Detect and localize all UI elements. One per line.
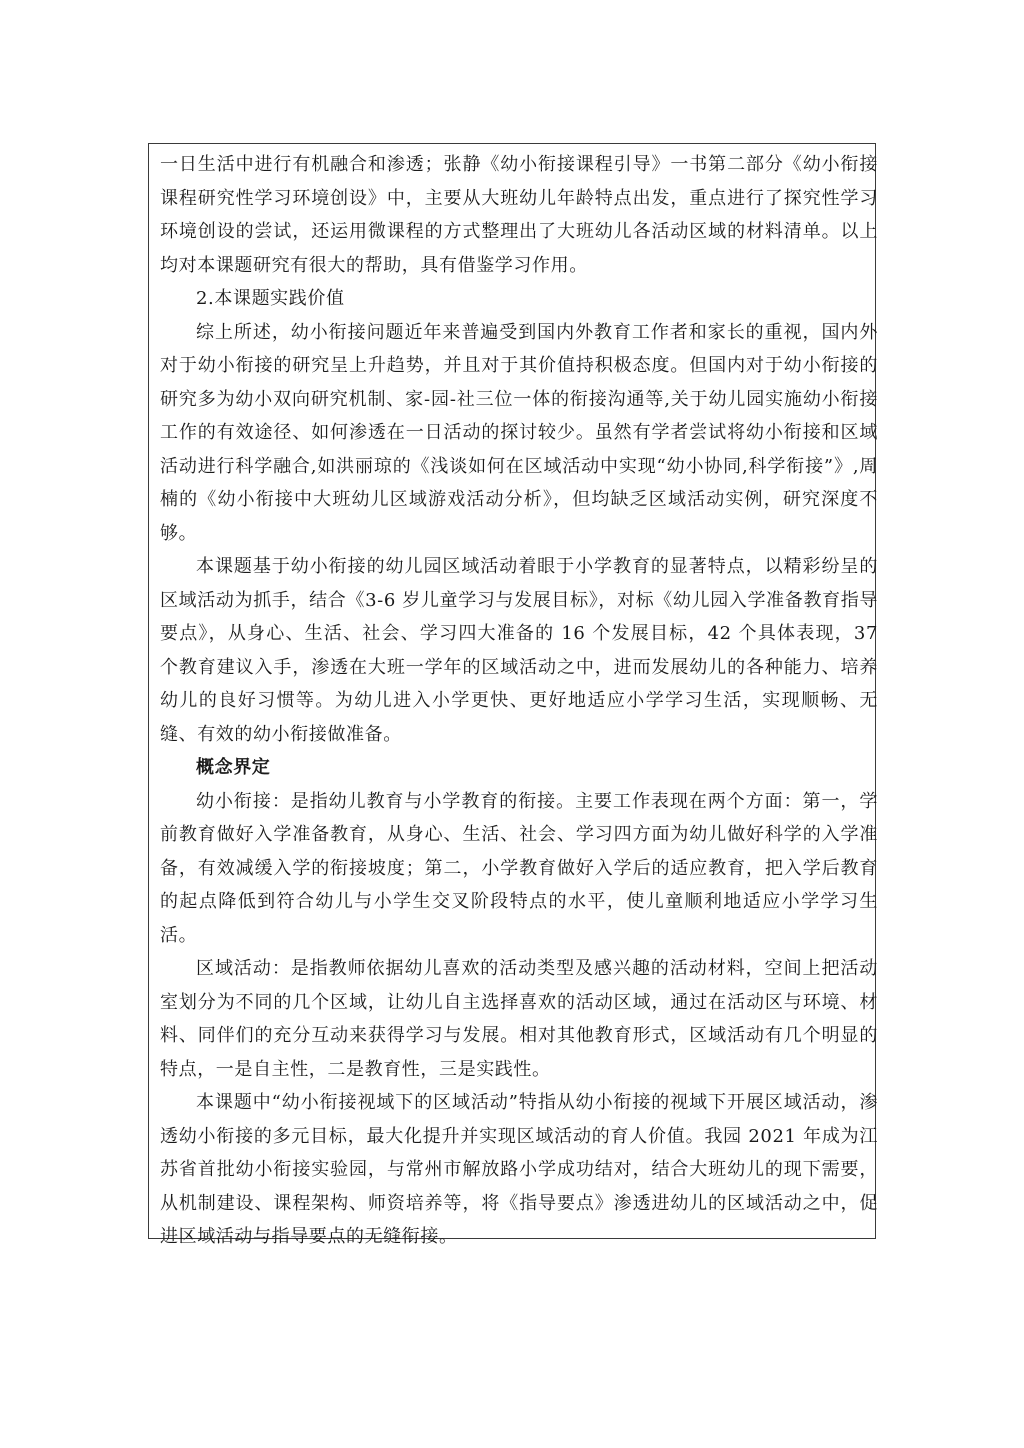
subheading-practical-value: 2.本课题实践价值	[196, 288, 345, 309]
paragraph-definition-transition: 幼小衔接：是指幼儿教育与小学教育的衔接。主要工作表现在两个方面：第一，学前教育做好入学准备教育，从身心、生活、社会、学习四方面为幼儿做好科学的入学准备，有效减缓入学的衔接坡度；第二，小学教育做好入学后的适应教育，把入学后教育的起点降低到符合幼儿与小学生交叉阶段特点的水平，使儿童顺利地适应小学学习生活。	[160, 790, 878, 946]
paragraph-continuation: 一日生活中进行有机融合和渗透；张静《幼小衔接课程引导》一书第二部分《幼小衔接课程研究性学习环境创设》中，主要从大班幼儿年龄特点出发，重点进行了探究性学习环境创设的尝试，还运用微课程的方式整理出了大班幼儿各活动区域的材料清单。以上均对本课题研究有很大的帮助，具有借鉴学习作用。	[160, 154, 878, 276]
paragraph-definition-topic: 本课题中“幼小衔接视域下的区域活动”特指从幼小衔接的视域下开展区域活动，渗透幼小衔接的多元目标，最大化提升并实现区域活动的育人价值。我园 2021 年成为江苏省首批幼小衔接实验园，与常州市解放路小学成功结对，结合大班幼儿的现下需要，从机制建设、课程架构、师资培养等，将《指导要点》渗透进幼儿的区域活动之中，促进区域活动与指导要点的无缝衔接。	[160, 1092, 878, 1247]
document-body	[160, 148, 878, 1254]
paragraph-summary: 综上所述，幼小衔接问题近年来普遍受到国内外教育工作者和家长的重视，国内外对于幼小衔接的研究呈上升趋势，并且对于其价值持积极态度。但国内对于幼小衔接的研究多为幼小双向研究机制、家-园-社三位一体的衔接沟通等,关于幼儿园实施幼小衔接工作的有效途径、如何渗透在一日活动的探讨较少。虽然有学者尝试将幼小衔接和区域活动进行科学融合,如洪丽琼的《浅谈如何在区域活动中实现“幼小协同,科学衔接”》,周楠的《幼小衔接中大班幼儿区域游戏活动分析》，但均缺乏区域活动实例，研究深度不够。	[160, 321, 878, 544]
section-heading-concept-definition: 概念界定	[196, 757, 271, 778]
paragraph-research-basis: 本课题基于幼小衔接的幼儿园区域活动着眼于小学教育的显著特点，以精彩纷呈的区域活动为抓手，结合《3-6 岁儿童学习与发展目标》，对标《幼儿园入学准备教育指导要点》，从身心、生活、社会、学习四大准备的 16 个发展目标，42 个具体表现，37 个教育建议入手，渗透在大班一学年的区域活动之中，进而发展幼儿的各种能力、培养幼儿的良好习惯等。为幼儿进入小学更快、更好地适应小学学习生活，实现顺畅、无缝、有效的幼小衔接做准备。	[160, 556, 878, 745]
paragraph-definition-area-activity: 区域活动：是指教师依据幼儿喜欢的活动类型及感兴趣的活动材料，空间上把活动室划分为不同的几个区域，让幼儿自主选择喜欢的活动区域，通过在活动区与环境、材料、同伴们的充分互动来获得学习与发展。相对其他教育形式，区域活动有几个明显的特点，一是自主性，二是教育性，三是实践性。	[160, 958, 878, 1080]
